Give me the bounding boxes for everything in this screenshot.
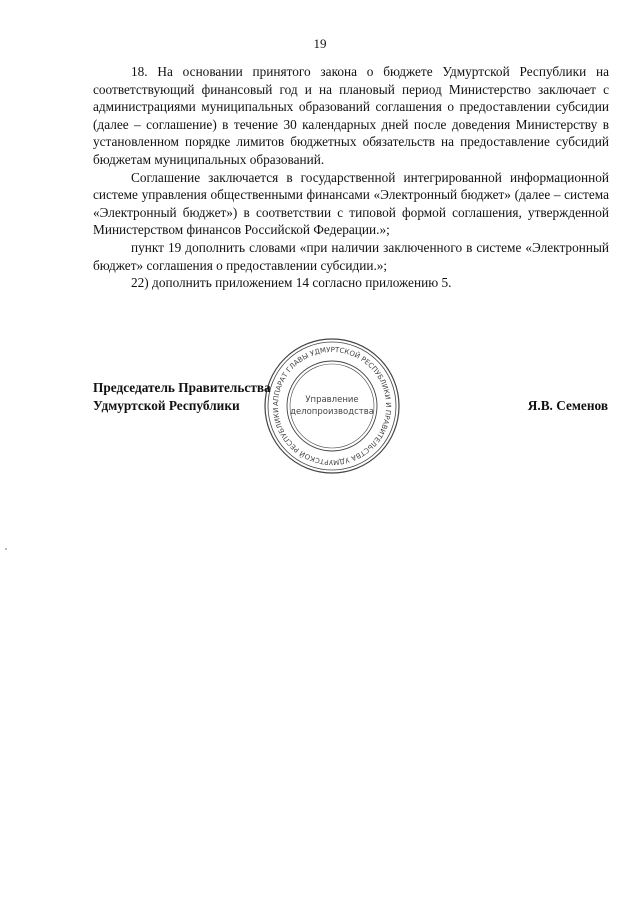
signatory-title bbox=[93, 379, 271, 415]
official-seal bbox=[262, 336, 402, 476]
seal-ring-text: АППАРАТ ГЛАВЫ УДМУРТСКОЙ РЕСПУБЛИКИ И ПРАВИТЕЛЬСТВА УДМУРТСКОЙ РЕСПУБЛИКИ bbox=[271, 345, 393, 467]
seal-icon bbox=[262, 336, 402, 476]
paragraph-agreement: Соглашение заключается в государственной интегрированной информационной системе управления общественными финансами «Электронный бюджет» (далее – система «Электронный бюджет») в соответствии с типовой формой соглашения, утвержденной Министерством финансов Российской Федерации.»; bbox=[93, 169, 609, 238]
document-body bbox=[93, 63, 609, 292]
seal-center-line2: делопроизводства bbox=[290, 407, 374, 417]
paragraph-22: 22) дополнить приложением 14 согласно приложению 5. bbox=[131, 275, 452, 291]
page-number: 19 bbox=[313, 36, 327, 51]
paragraph-point-19: пункт 19 дополнить словами «при наличии заключенного в системе «Электронный бюджет» соглашения о предоставлении субсидии.»; bbox=[93, 239, 609, 273]
seal-center-line1: Управление bbox=[305, 395, 359, 405]
scan-speck bbox=[5, 548, 7, 550]
paragraph-18: 18. На основании принятого закона о бюджете Удмуртской Республики на соответствующий финансовый год и на плановый период Министерство заключает с администрациями муниципальных образований соглашения о предоставлении субсидии (далее – соглашение) в течение 30 календарных дней после доведения Министерству в установленном порядке лимитов бюджетных обязательств на предоставление субсидий бюджетам муниципальных образований. bbox=[93, 64, 609, 167]
signatory-title-line2: Удмуртской Республики bbox=[93, 398, 240, 413]
signatory-name: Я.В. Семенов bbox=[527, 398, 608, 413]
signatory-title-line1: Председатель Правительства bbox=[93, 380, 271, 395]
